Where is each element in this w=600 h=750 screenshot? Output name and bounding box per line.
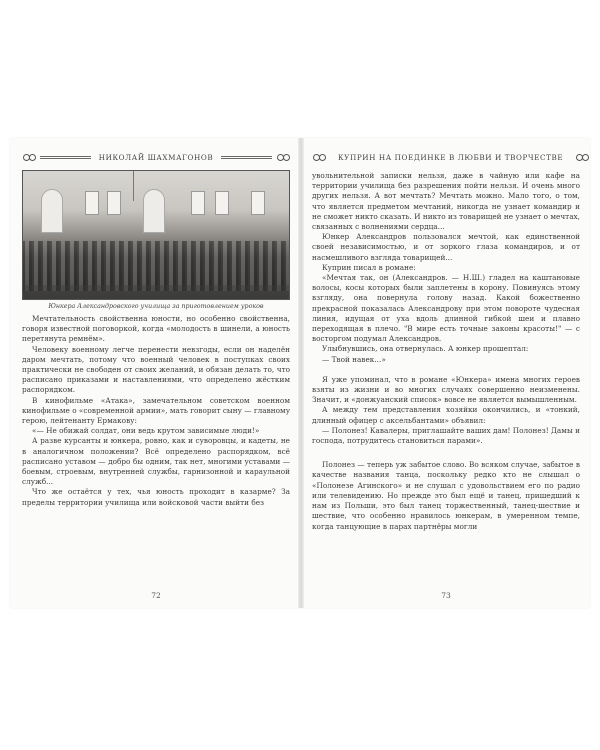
photo-lamp — [133, 171, 134, 201]
header-rule — [40, 156, 91, 159]
paragraph: Мечтательность свойственна юности, но особенно свойственна, говоря известной поговоркой, когда «молодость в шинели, а юность перетянута ремнём». — [22, 314, 290, 344]
book-gutter — [298, 138, 304, 608]
right-running-head-title: КУПРИН НА ПОЕДИНКЕ В ЛЮБВИ И ТВОРЧЕСТВЕ — [338, 152, 564, 162]
header-rule — [221, 156, 272, 159]
right-running-header — [312, 150, 580, 164]
right-page — [312, 150, 580, 598]
paragraph: — Твой навек...» — [322, 354, 386, 364]
paragraph: А разве курсанты и юнкера, ровно, как и суворовцы, и кадеты, не в аналогичном положении? Всё определено распорядком, всё расписано уставом — добро бы одним, так нет, многими уставами — боевым, строевым, внутренней службы, гарнизонной и караульной служб... — [22, 436, 290, 487]
paragraph: Куприн писал в романе: — [322, 262, 416, 272]
paragraph: Человеку военному легче перенести невзгоды, если он наделён даром мечтать, потому что военный человек в поступках своих практически не свободен от своих желаний, и обязан делать то, что расписано приказами и наставлениями, что определено жёстким распорядком. — [22, 344, 290, 395]
paragraph: увольнительной записки нельзя, даже в чайную или кафе на территории училища без разрешения пойти нельзя. И очень много других нельзя. А вот мечтать? Мечтать можно. Мало того, о том, что является предметом мечтаний, никогда не узнает командир и не сможет никто сказать. И никто из товарищей не узнает о мечтах, связанных с волнениями сердца... — [312, 171, 580, 232]
page-number: 73 — [441, 591, 451, 600]
photo-window — [215, 191, 229, 215]
paragraph: «— Не обижай солдат, они ведь крутом зависимые люди!» — [32, 426, 260, 436]
photo-window — [251, 191, 265, 215]
photo-arch — [143, 189, 165, 233]
paragraph: В кинофильме «Атака», замечательном советском военном кинофильме о «современной армии», мать говорит сыну — главному герою, лейтенанту Ермакову: — [22, 395, 290, 426]
photo-arch — [41, 189, 63, 233]
photo-window — [191, 191, 205, 215]
paragraph: Я уже упоминал, что в романе «Юнкера» имена многих героев взяты из жизни и во многих случаях совершенно неизменены. Значит, и «донжуанский список» вовсе не является вымышленным. — [312, 374, 580, 405]
left-running-header — [22, 150, 290, 164]
paragraph: Что же остаётся у тех, чья юность проходит в казарме? За пределы территории училища или войсковой части выйти без — [22, 487, 290, 507]
ornament-icon — [22, 152, 36, 162]
ornament-icon — [276, 152, 290, 162]
paragraph: А между тем представления хозяйки окончились, и «тонкий, длинный офицер с аксельбантами» объявил: — [312, 405, 580, 425]
paragraph: Юнкер Александров пользовался мечтой, как единственной своей независимостью, и от зоркого глаза командиров, и от насмешливого взгляда товарищей... — [312, 232, 580, 262]
paragraph: Улыбнувшись, она отвернулась. А юнкер прошептал: — [322, 344, 529, 354]
ornament-icon — [575, 152, 589, 162]
left-page — [22, 150, 290, 598]
photo-caption: Юнкера Александровского училища за приготовлением уроков — [48, 303, 264, 310]
left-page-body — [22, 314, 290, 508]
paragraph: Полонез — теперь уж забытое слово. Во всяком случае, забытое в качестве названия танца, поскольку редко кто не слышал о «Полонезе Агинского» и не слушал с удовольствием его по радио или телевидению. Но прежде это был ещё и танец, пришедший к нам из Польши, это был танец торжественный, танец-шествие и шествие, что особенно нравилось юнкерам, в умеренном темпе, когда танцующие в парах партнёры могли — [312, 460, 580, 531]
right-page-body — [312, 171, 580, 532]
photo-window — [107, 191, 121, 215]
paragraph: «Мечтая так, он (Александров. — Н.Ш.) гладел на каштановые волосы, косы которых были заплетены в корону. Повинуясь этому взгляду, она повернула голову назад. Какой божественно прекрасной показалась Александрову при этом повороте чудесная линия, идущая от уха вдоль длинной гибкой шеи и плавно переходящая в плечо. "В мире есть точные законы красоты!" — с восторгом подумал Александров. — [312, 273, 580, 344]
archival-photo — [22, 170, 290, 300]
photo-floor — [23, 285, 289, 299]
paragraph: — Полонез! Кавалеры, приглашайте ваших дам! Полонез! Дамы и господа, потрудитесь становиться парами». — [312, 425, 580, 446]
left-running-head-title: НИКОЛАЙ ШАХМАГОНОВ — [98, 152, 214, 162]
photo-window — [85, 191, 99, 215]
ornament-icon — [312, 152, 326, 162]
page-number: 72 — [151, 591, 161, 600]
